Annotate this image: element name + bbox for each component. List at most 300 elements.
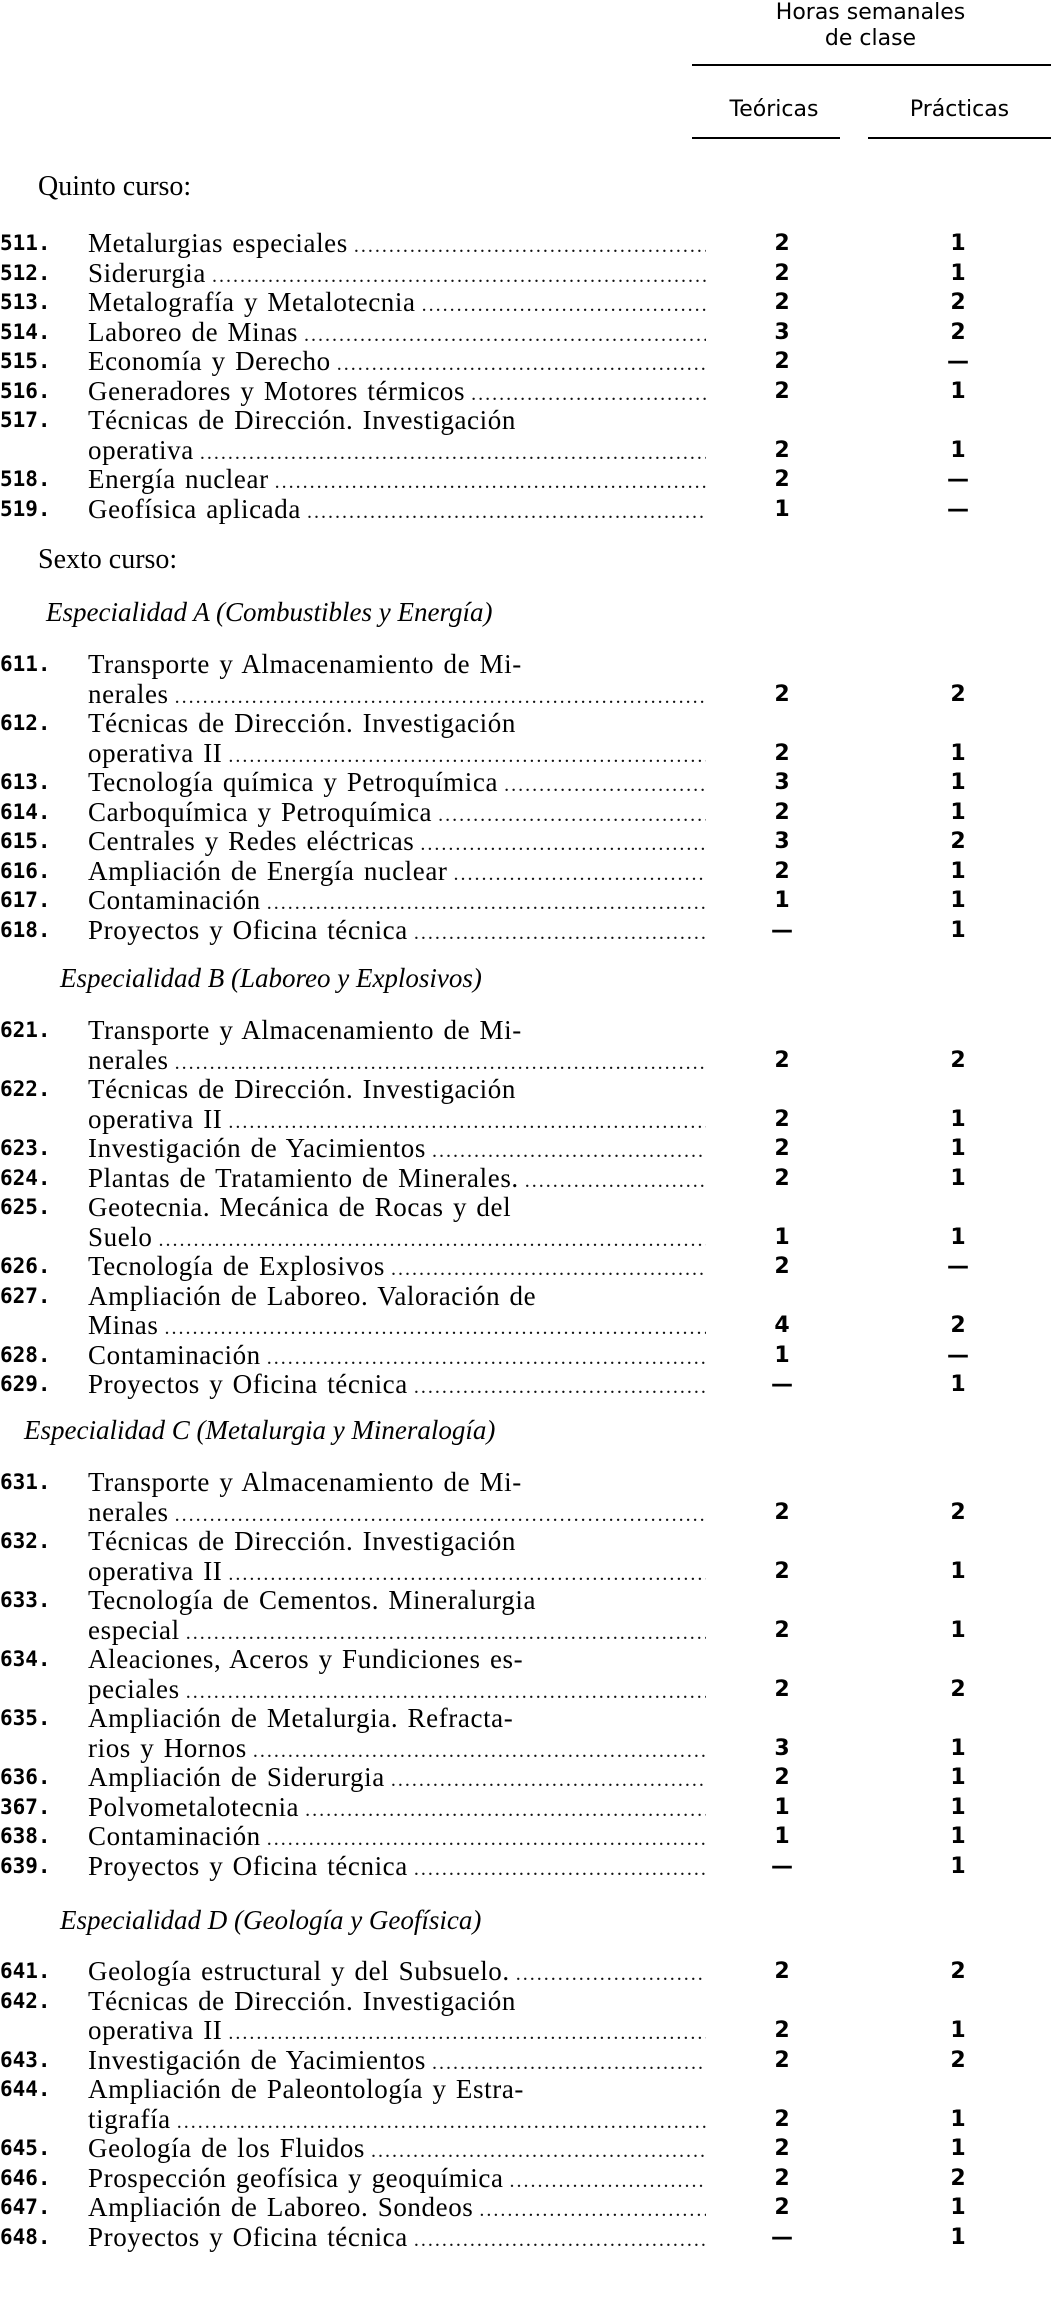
subject-line <box>88 650 706 680</box>
subject-name <box>88 827 706 857</box>
subject-line <box>88 1164 706 1194</box>
subject-name <box>88 377 706 407</box>
subject-name <box>88 916 706 946</box>
subject-text: Energía nuclear <box>88 465 269 494</box>
hours-practicas: 2 <box>950 319 966 345</box>
header-top-rule <box>692 64 1051 66</box>
hours-teoricas: 1 <box>774 888 790 913</box>
course-number: 616. <box>0 858 51 883</box>
hours-practicas: 1 <box>950 858 966 884</box>
hours-practicas: 1 <box>950 740 966 766</box>
table-row <box>0 1075 1051 1134</box>
hours-practicas: 1 <box>950 1558 966 1584</box>
subject-name <box>88 1164 706 1194</box>
dot-leader <box>337 350 706 377</box>
hours-teoricas: 2 <box>774 378 790 404</box>
subject-name <box>88 2075 706 2134</box>
header-title-line-1: Horas semanales <box>775 0 966 25</box>
hours-teoricas: 1 <box>774 1824 790 1849</box>
dot-leader <box>479 2196 706 2223</box>
subject-text: Transporte y Almacenamiento de Mi- <box>88 1468 522 1497</box>
hours-practicas: 1 <box>950 917 966 943</box>
subject-name <box>88 495 706 525</box>
hours-teoricas: 2 <box>774 467 790 492</box>
subject-name <box>88 1704 706 1763</box>
subject-line <box>88 318 706 348</box>
subject-line <box>88 1311 706 1341</box>
hours-teoricas: 2 <box>774 2106 790 2132</box>
subject-text: Ampliación de Energía nuclear <box>88 856 448 886</box>
subject-text: Ampliación de Laboreo. Valoración de <box>88 1281 537 1311</box>
subject-name <box>88 347 706 377</box>
course-number: 515. <box>0 349 51 373</box>
course-number: 642. <box>0 1988 51 2013</box>
course-number: 647. <box>0 2195 51 2219</box>
dot-leader <box>391 1255 706 1282</box>
dot-leader <box>414 1373 706 1400</box>
dot-leader <box>186 1619 706 1646</box>
subject-text: Polvometalotecnia <box>88 1792 300 1822</box>
hours-teoricas: 2 <box>774 1617 790 1643</box>
subject-text: Ampliación de Paleontología y Estra- <box>88 2075 524 2104</box>
specialty-title-b: Especialidad B (Laboreo y Explosivos) <box>60 963 482 993</box>
hours-teoricas: 2 <box>774 1254 790 1279</box>
hours-practicas: 1 <box>950 1735 966 1761</box>
subject-text: Geología estructural y del Subsuelo. <box>88 1957 510 1986</box>
subject-line <box>88 1704 706 1734</box>
dot-leader <box>422 291 706 318</box>
subject-text: Contaminación <box>88 886 261 915</box>
course-number: 615. <box>0 829 51 853</box>
dot-leader <box>228 1560 706 1587</box>
course-number: 367. <box>0 1794 51 1819</box>
hours-teoricas: 2 <box>774 2047 790 2073</box>
hours-practicas: 2 <box>950 1676 966 1702</box>
subject-line <box>88 1046 706 1076</box>
subject-name <box>88 1193 706 1252</box>
subject-text: Aleaciones, Aceros y Fundiciones es- <box>88 1645 524 1674</box>
hours-practicas: — <box>947 1254 969 1279</box>
dot-leader <box>414 1855 706 1882</box>
subject-name <box>88 1527 706 1586</box>
subject-text: Transporte y Almacenamiento de Mi- <box>88 650 522 679</box>
hours-practicas: 1 <box>950 2224 966 2250</box>
subject-name <box>88 650 706 709</box>
table-row <box>0 886 1051 916</box>
subject-line <box>88 1822 706 1852</box>
subject-line <box>88 1987 706 2017</box>
hours-practicas: 1 <box>950 1617 966 1643</box>
table-row <box>0 1341 1051 1371</box>
subject-text: Minas <box>88 1311 159 1340</box>
hours-practicas: 2 <box>950 1047 966 1073</box>
course-number: 516. <box>0 378 51 403</box>
subject-line <box>88 259 706 289</box>
subject-name <box>88 318 706 348</box>
subject-line <box>88 2223 706 2253</box>
table-row <box>0 465 1051 495</box>
subject-line <box>88 288 706 318</box>
table-row <box>0 2164 1051 2194</box>
subject-text: Siderurgia <box>88 258 206 288</box>
subject-line <box>88 2134 706 2164</box>
subject-text: Técnicas de Dirección. Investigación <box>88 1527 516 1556</box>
subject-text: Técnicas de Dirección. Investigación <box>88 406 516 435</box>
hours-teoricas: 2 <box>774 858 790 884</box>
subject-text: Transporte y Almacenamiento de Mi- <box>88 1016 522 1045</box>
subject-text: Ampliación de Metalurgia. Refracta- <box>88 1704 514 1733</box>
course-number: 624. <box>0 1165 51 1190</box>
hours-teoricas: 3 <box>774 770 790 795</box>
hours-teoricas: 2 <box>774 2165 790 2191</box>
subject-line <box>88 1223 706 1253</box>
subject-text: Tecnología de Explosivos <box>88 1252 385 1281</box>
subject-text: Proyectos y Oficina técnica <box>88 1851 408 1881</box>
course-number: 626. <box>0 1254 51 1278</box>
course-number: 613. <box>0 770 51 794</box>
hours-practicas: 2 <box>950 1959 966 1984</box>
subject-line <box>88 739 706 769</box>
subject-name <box>88 1370 706 1400</box>
subject-line <box>88 2193 706 2223</box>
subject-text: Carboquímica y Petroquímica <box>88 797 433 827</box>
subject-line <box>88 1734 706 1764</box>
table-row <box>0 916 1051 946</box>
subject-text: Investigación de Yacimientos <box>88 2045 426 2075</box>
table-row <box>0 798 1051 828</box>
dot-leader <box>212 262 706 289</box>
table-row <box>0 1822 1051 1852</box>
table-row <box>0 1645 1051 1704</box>
subject-text: Economía y Derecho <box>88 347 331 376</box>
course-number: 514. <box>0 319 51 344</box>
table-row <box>0 1252 1051 1282</box>
subject-text: Ampliación de Siderurgia <box>88 1763 385 1792</box>
hours-practicas: 2 <box>950 290 966 315</box>
hours-practicas: 1 <box>950 1224 966 1250</box>
subject-name <box>88 1016 706 1075</box>
subject-line <box>88 2164 706 2194</box>
dot-leader <box>253 1737 706 1764</box>
course-number: 632. <box>0 1529 51 1553</box>
subject-name <box>88 1763 706 1793</box>
table-row <box>0 2193 1051 2223</box>
table-row <box>0 1763 1051 1793</box>
hours-teoricas: 2 <box>774 349 790 374</box>
subject-line <box>88 1341 706 1371</box>
hours-teoricas: 2 <box>774 1676 790 1702</box>
subject-name <box>88 1075 706 1134</box>
table-row <box>0 1193 1051 1252</box>
subject-text: Metalurgias especiales <box>88 229 348 258</box>
course-number: 628. <box>0 1342 51 1367</box>
subject-text: Geotecnia. Mecánica de Rocas y del <box>88 1193 512 1222</box>
subject-text: nerales <box>88 1497 169 1527</box>
subject-text: Ampliación de Laboreo. Sondeos <box>88 2193 474 2222</box>
subject-line <box>88 465 706 495</box>
hours-teoricas: 2 <box>774 1499 790 1525</box>
course-number: 622. <box>0 1077 51 1101</box>
subject-text: Investigación de Yacimientos <box>88 1134 426 1163</box>
hours-practicas: 1 <box>950 888 966 913</box>
table-row <box>0 406 1051 465</box>
table-row <box>0 2046 1051 2076</box>
subject-name <box>88 1586 706 1645</box>
subject-text: Técnicas de Dirección. Investigación <box>88 1986 516 2016</box>
subject-line <box>88 857 706 887</box>
hours-teoricas: 2 <box>774 2136 790 2161</box>
subject-name <box>88 229 706 259</box>
dot-leader <box>304 321 706 348</box>
subject-text: Geología de los Fluidos <box>88 2134 366 2163</box>
course-number: 644. <box>0 2077 51 2101</box>
subject-line <box>88 709 706 739</box>
subject-text: nerales <box>88 679 169 709</box>
course-number: 517. <box>0 408 51 432</box>
dot-leader <box>267 889 706 916</box>
hours-practicas: 1 <box>950 437 966 463</box>
hours-practicas: 1 <box>950 2136 966 2161</box>
subject-text: Proyectos y Oficina técnica <box>88 915 408 945</box>
subject-name <box>88 1645 706 1704</box>
dot-leader <box>510 2167 706 2194</box>
course-number: 627. <box>0 1283 51 1308</box>
hours-teoricas: — <box>771 1372 793 1397</box>
table-row <box>0 827 1051 857</box>
hours-practicas: — <box>947 467 969 492</box>
hours-practicas: 1 <box>950 378 966 404</box>
subject-line <box>88 1616 706 1646</box>
subject-text: tigrafía <box>88 2104 171 2134</box>
subject-line <box>88 827 706 857</box>
hours-practicas: 1 <box>950 2195 966 2220</box>
subject-line <box>88 768 706 798</box>
hours-teoricas: 2 <box>774 231 790 256</box>
subject-line <box>88 1675 706 1705</box>
subject-line <box>88 1193 706 1223</box>
col-teoricas-header: Teóricas <box>729 97 819 122</box>
subject-line <box>88 495 706 525</box>
subject-line <box>88 886 706 916</box>
hours-teoricas: — <box>771 2224 793 2250</box>
dot-leader <box>175 1501 706 1528</box>
hours-practicas: 1 <box>950 770 966 795</box>
hours-practicas: 1 <box>950 260 966 286</box>
subject-name <box>88 1957 706 1987</box>
table-row <box>0 2075 1051 2134</box>
table-row <box>0 1957 1051 1987</box>
subject-name <box>88 1852 706 1882</box>
course-number: 511. <box>0 231 51 255</box>
subject-text: peciales <box>88 1674 180 1704</box>
subject-name <box>88 1341 706 1371</box>
subject-line <box>88 1586 706 1616</box>
subject-name <box>88 798 706 828</box>
subject-text: Tecnología de Cementos. Mineralurgia <box>88 1586 537 1615</box>
course-number: 612. <box>0 711 51 735</box>
table-row <box>0 1164 1051 1194</box>
subject-name <box>88 1468 706 1527</box>
hours-practicas: 1 <box>950 1824 966 1849</box>
hours-practicas: — <box>947 1342 969 1368</box>
subject-line <box>88 2075 706 2105</box>
table-row <box>0 288 1051 318</box>
table-row <box>0 1586 1051 1645</box>
table-row <box>0 709 1051 768</box>
dot-leader <box>267 1344 706 1371</box>
hours-teoricas: 2 <box>774 1558 790 1584</box>
subject-text: Técnicas de Dirección. Investigación <box>88 1075 516 1104</box>
table-row <box>0 1016 1051 1075</box>
subject-line <box>88 1016 706 1046</box>
table-row <box>0 1527 1051 1586</box>
table-row <box>0 650 1051 709</box>
header-title-line-2: de clase <box>824 26 917 51</box>
hours-practicas: 2 <box>950 829 966 854</box>
hours-teoricas: 4 <box>774 1313 790 1338</box>
subject-text: Metalografía y Metalotecnia <box>88 288 416 317</box>
course-number: 614. <box>0 799 51 824</box>
col-practicas-header: Prácticas <box>909 97 1010 122</box>
subject-name <box>88 2193 706 2223</box>
hours-teoricas: — <box>771 917 793 943</box>
hours-teoricas: 2 <box>774 2018 790 2043</box>
course-number: 611. <box>0 652 51 676</box>
dot-leader <box>354 232 706 259</box>
hours-practicas: 1 <box>950 799 966 825</box>
hours-practicas: 1 <box>950 1165 966 1191</box>
hours-teoricas: 2 <box>774 260 790 286</box>
hours-practicas: 1 <box>950 2018 966 2043</box>
subject-line <box>88 406 706 436</box>
course-number: 625. <box>0 1195 51 1219</box>
hours-practicas: 1 <box>950 231 966 256</box>
dot-leader <box>420 830 706 857</box>
subject-text: operativa II <box>88 2016 223 2045</box>
subject-name <box>88 768 706 798</box>
hours-teoricas: 1 <box>774 496 790 522</box>
subject-text: Técnicas de Dirección. Investigación <box>88 709 516 738</box>
subject-line <box>88 1763 706 1793</box>
subject-name <box>88 2164 706 2194</box>
hours-teoricas: 3 <box>774 1735 790 1761</box>
section-title-quinto: Quinto curso: <box>38 171 192 202</box>
course-number: 635. <box>0 1706 51 1730</box>
dot-leader <box>414 919 706 946</box>
hours-practicas: 1 <box>950 1106 966 1132</box>
subject-line <box>88 1793 706 1823</box>
subject-text: Suelo <box>88 1222 153 1252</box>
hours-practicas: 2 <box>950 1313 966 1338</box>
hours-teoricas: 2 <box>774 1106 790 1132</box>
hours-practicas: 2 <box>950 2047 966 2073</box>
subject-text: operativa II <box>88 1556 223 1586</box>
dot-leader <box>275 468 706 495</box>
table-row <box>0 1793 1051 1823</box>
course-number: 621. <box>0 1018 51 1042</box>
subject-line <box>88 916 706 946</box>
subject-name <box>88 1793 706 1823</box>
specialty-title-c: Especialidad C (Metalurgia y Mineralogía) <box>24 1415 496 1445</box>
subject-name <box>88 259 706 289</box>
subject-line <box>88 2105 706 2135</box>
dot-leader <box>267 1825 706 1852</box>
hours-practicas: 2 <box>950 1499 966 1525</box>
subject-text: Centrales y Redes eléctricas <box>88 827 415 856</box>
table-row <box>0 1134 1051 1164</box>
hours-teoricas: — <box>771 1853 793 1879</box>
subject-name <box>88 2046 706 2076</box>
subject-line <box>88 1252 706 1282</box>
subject-line <box>88 798 706 828</box>
hours-teoricas: 2 <box>774 2195 790 2220</box>
dot-leader <box>371 2137 706 2164</box>
hours-teoricas: 2 <box>774 1765 790 1790</box>
dot-leader <box>186 1678 706 1705</box>
hours-per-week-header <box>690 0 1051 52</box>
table-row <box>0 495 1051 525</box>
course-number: 646. <box>0 2165 51 2190</box>
dot-leader <box>175 683 706 710</box>
dot-leader <box>177 2108 706 2135</box>
subject-text: Plantas de Tratamiento de Minerales. <box>88 1163 519 1193</box>
subject-text: Tecnología química y Petroquímica <box>88 768 499 797</box>
subject-line <box>88 1468 706 1498</box>
dot-leader <box>432 1137 706 1164</box>
dot-leader <box>165 1314 707 1341</box>
hours-practicas: — <box>947 496 969 522</box>
section-title-sexto: Sexto curso: <box>38 544 178 575</box>
subject-name <box>88 1822 706 1852</box>
hours-teoricas: 2 <box>774 290 790 315</box>
course-number: 518. <box>0 467 51 491</box>
dot-leader <box>504 771 706 798</box>
table-row <box>0 1704 1051 1763</box>
table-row <box>0 259 1051 289</box>
subject-text: Proyectos y Oficina técnica <box>88 2222 408 2252</box>
subject-text: operativa <box>88 435 194 465</box>
subject-text: Laboreo de Minas <box>88 317 299 347</box>
subject-name <box>88 2134 706 2164</box>
subject-text: rios y Hornos <box>88 1733 247 1763</box>
dot-leader <box>307 498 706 525</box>
subject-text: Prospección geofísica y geoquímica <box>88 2163 504 2193</box>
hours-teoricas: 2 <box>774 740 790 766</box>
hours-teoricas: 3 <box>774 319 790 345</box>
dot-leader <box>432 2049 706 2076</box>
dot-leader <box>454 860 706 887</box>
table-row <box>0 229 1051 259</box>
hours-teoricas: 1 <box>774 1342 790 1368</box>
subject-text: Contaminación <box>88 1822 261 1851</box>
subject-name <box>88 1282 706 1341</box>
hours-practicas: 1 <box>950 1372 966 1397</box>
course-number: 645. <box>0 2136 51 2160</box>
hours-teoricas: 1 <box>774 1224 790 1250</box>
subject-name <box>88 1987 706 2046</box>
subject-name <box>88 465 706 495</box>
dot-leader <box>228 742 706 769</box>
subject-name <box>88 2223 706 2253</box>
course-number: 617. <box>0 888 51 912</box>
dot-leader <box>228 1108 706 1135</box>
dot-leader <box>516 1960 706 1987</box>
dot-leader <box>228 2019 706 2046</box>
course-number: 643. <box>0 2047 51 2072</box>
course-number: 638. <box>0 1824 51 1848</box>
subject-line <box>88 1075 706 1105</box>
subject-line <box>88 347 706 377</box>
